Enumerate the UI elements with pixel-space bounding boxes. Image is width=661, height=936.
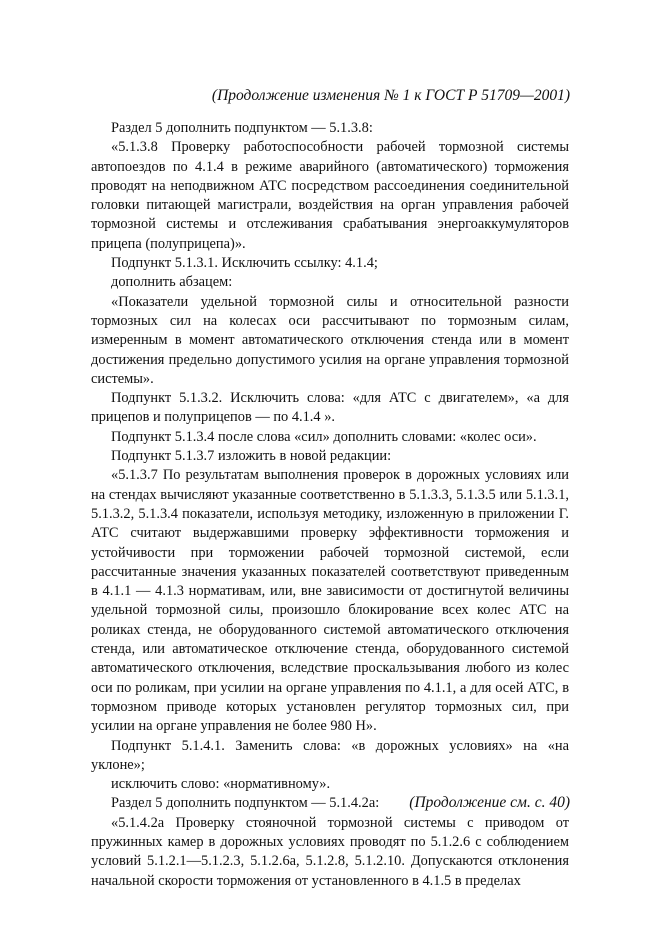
paragraph: «5.1.4.2а Проверку стояночной тормозной системы с приводом от пружинных камер в дорожных условиях проводят по 5.1.2.6 с соблюдением условий 5.1.2.1—5.1.2.3, 5.1.2.6а, 5.1.2.8, 5.1.2.10. Допускаются отклонения начальной скорости торможения от установленного в 4.1.5 в пределах: [91, 814, 569, 889]
paragraph: Подпункт 5.1.3.4 после слова «сил» дополнить словами: «колес оси».: [111, 428, 537, 445]
paragraph: «5.1.3.8 Проверку работоспособности рабочей тормозной системы автопоездов по 4.1.4 в режиме аварийного (автоматического) торможения проводят на неподвижном АТС посредством рассоединения соединительной головки питающей магистрали, воздействия на орган управления рабочей тормозной системы и отслеживания срабатывания энергоаккумуляторов прицепа (полуприцепа)».: [91, 139, 569, 252]
paragraph: Подпункт 5.1.4.1. Заменить слова: «в дорожных условиях» на «на уклоне»;: [91, 737, 569, 773]
paragraph: Подпункт 5.1.3.7 изложить в новой редакции:: [111, 448, 392, 465]
paragraph: исключить слово: «нормативному».: [111, 776, 331, 793]
continuation-header: (Продолжение изменения № 1 к ГОСТ Р 51709—2001): [211, 87, 570, 104]
continuation-footer: (Продолжение см. с. 40): [409, 794, 570, 811]
paragraph: Раздел 5 дополнить подпунктом — 5.1.4.2а:: [111, 795, 380, 812]
paragraph: «5.1.3.7 По результатам выполнения проверок в дорожных условиях или на стендах вычисляют указанные соответственно в 5.1.3.3, 5.1.3.5 или 5.1.3.1, 5.1.3.2, 5.1.3.4 показатели, используя методику, изложенную в приложении Г. АТС считают выдержавшими проверку эффективности торможения и устойчивости при торможении рабочей тормозной системой, если рассчитанные значения указанных показателей соответствуют приведенным в 4.1.1 — 4.1.3 нормативам, или, вне зависимости от достигнутой величины удельной тормозной силы, произошло блокирование всех колес АТС на роликах стенда, не оборудованного системой автоматического отключения стенда, или автоматическое отключение стенда, оборудованного системой автоматического отключения, вследствие проскальзывания любого из колес оси по роликам, при усилии на органе управления по 4.1.1, а для осей АТС, в тормозном приводе которых установлен регулятор тормозных сил, при усилии на органе управления не более 980 Н».: [91, 467, 569, 735]
paragraph: Подпункт 5.1.3.2. Исключить слова: «для АТС с двигателем», «а для прицепов и полуприцепов — по 4.1.4 ».: [91, 390, 569, 426]
paragraph: Подпункт 5.1.3.1. Исключить ссылку: 4.1.4;: [111, 255, 378, 272]
paragraph: дополнить абзацем:: [111, 274, 233, 291]
paragraph: Раздел 5 дополнить подпунктом — 5.1.3.8:: [111, 120, 373, 136]
paragraph: «Показатели удельной тормозной силы и относительной разности тормозных сил на колесах оси рассчитывают по тормозным силам, измеренным в момент автоматического отключения стенда или в момент достижения предельно допустимого усилия на органе управления тормозной системы».: [91, 293, 569, 387]
document-body: [91, 119, 569, 891]
